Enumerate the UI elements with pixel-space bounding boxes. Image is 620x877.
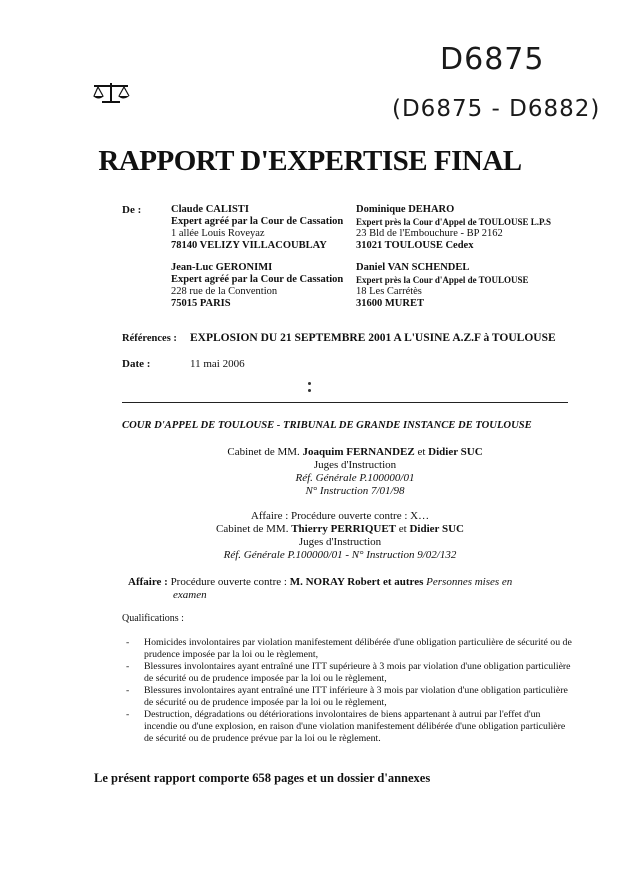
expert-block bbox=[356, 262, 576, 310]
court-heading: COUR D'APPEL DE TOULOUSE - TRIBUNAL DE GRANDE INSTANCE DE TOULOUSE bbox=[122, 420, 532, 431]
from-label: De : bbox=[122, 204, 142, 216]
list-item: - Blessures involontaires ayant entraîné une ITT inférieure à 3 mois par violation d'une obligation particulière de sécurité ou de prudence imposée par la loi ou le règlement, bbox=[122, 685, 574, 709]
list-item: - Blessures involontaires ayant entraîné une ITT supérieure à 3 mois par violation d'une obligation particulière de sécurité ou de prudence imposée par la loi ou le règlement, bbox=[122, 661, 574, 685]
cabinet-prefix: Cabinet de MM. bbox=[216, 523, 289, 535]
affaire-status: Personnes mises en bbox=[426, 576, 513, 588]
expert-address: 228 rue de la Convention bbox=[171, 286, 278, 297]
expert-role: Expert près la Cour d'Appel de TOULOUSE bbox=[356, 275, 529, 285]
qualifications-label: Qualifications : bbox=[122, 613, 184, 624]
report-summary: Le présent rapport comporte 658 pages et un dossier d'annexes bbox=[94, 771, 431, 785]
date-label: Date : bbox=[122, 358, 151, 370]
affaire-block bbox=[128, 576, 568, 602]
judge-name: Thierry PERRIQUET bbox=[291, 523, 397, 535]
expert-city: 78140 VELIZY VILLACOUBLAY bbox=[171, 240, 327, 251]
judges-role: Juges d'Instruction bbox=[298, 536, 382, 548]
expert-city: 31600 MURET bbox=[356, 298, 424, 309]
expert-address: 23 Bld de l'Embouchure - BP 2162 bbox=[356, 228, 503, 239]
expert-block bbox=[171, 204, 351, 252]
expert-role: Expert agréé par la Cour de Cassation bbox=[171, 216, 344, 227]
expert-city: 31021 TOULOUSE Cedex bbox=[356, 240, 474, 251]
cabinet-line bbox=[140, 523, 540, 536]
affaire-text: Procédure ouverte contre : bbox=[170, 576, 287, 588]
conjunction: et bbox=[417, 446, 426, 458]
expert-name: Claude CALISTI bbox=[171, 204, 249, 215]
page-title: RAPPORT D'EXPERTISE FINAL bbox=[98, 145, 522, 177]
judge-name: Joaquim FERNANDEZ bbox=[302, 446, 415, 458]
expert-address: 1 allée Louis Roveyaz bbox=[171, 228, 265, 239]
handwritten-number: D6875 bbox=[440, 42, 545, 77]
affaire-x: Affaire : Procédure ouverte contre : X… bbox=[250, 510, 430, 522]
scan-mark bbox=[308, 389, 311, 392]
expert-block bbox=[171, 262, 351, 310]
qualifications-list bbox=[122, 637, 574, 745]
divider bbox=[122, 402, 568, 403]
expert-name: Jean-Luc GERONIMI bbox=[171, 262, 273, 273]
date-value: 11 mai 2006 bbox=[190, 358, 245, 370]
judge-name: Didier SUC bbox=[409, 523, 464, 535]
cabinet-line bbox=[150, 446, 560, 459]
conjunction: et bbox=[398, 523, 407, 535]
scales-of-justice-icon bbox=[92, 82, 130, 104]
list-item: - Homicides involontaires par violation manifestement délibérée d'une obligation particulière de sécurité ou de prudence imposée par la loi ou le règlement, bbox=[122, 637, 574, 661]
expert-name: Dominique DEHARO bbox=[356, 204, 455, 215]
references-value: EXPLOSION DU 21 SEPTEMBRE 2001 A L'USINE A.Z.F à TOULOUSE bbox=[190, 332, 556, 344]
judges-role: Juges d'Instruction bbox=[313, 459, 397, 471]
expert-city: 75015 PARIS bbox=[171, 298, 231, 309]
handwritten-range: (D6875 - D6882) bbox=[392, 96, 601, 122]
expert-address: 18 Les Carrétès bbox=[356, 286, 422, 297]
general-reference: Réf. Générale P.100000/01 bbox=[295, 472, 415, 484]
affaire-label: Affaire : bbox=[128, 576, 168, 588]
expert-block bbox=[356, 204, 576, 252]
affaire-parties: M. NORAY Robert et autres bbox=[289, 576, 424, 588]
list-item: - Destruction, dégradations ou détériorations involontaires de biens appartenant à autrui par l'effet d'un incendie ou d'une explosion, en raison d'une violation manifestement délibérée d'une obligation particulière de sécurité ou de prudence prévue par la loi ou le règlement. bbox=[122, 709, 574, 745]
expert-role: Expert agréé par la Cour de Cassation bbox=[171, 274, 344, 285]
references-label: Références : bbox=[122, 333, 177, 344]
judge-name: Didier SUC bbox=[428, 446, 483, 458]
general-reference: Réf. Générale P.100000/01 - N° Instruction 9/02/132 bbox=[223, 549, 457, 561]
scan-mark bbox=[308, 382, 311, 385]
affaire-status-continued: examen bbox=[173, 589, 207, 601]
cabinet-prefix: Cabinet de MM. bbox=[227, 446, 300, 458]
cabinet-block-2 bbox=[140, 523, 540, 562]
instruction-number: N° Instruction 7/01/98 bbox=[305, 485, 405, 497]
cabinet-block-1 bbox=[150, 446, 560, 498]
expert-name: Daniel VAN SCHENDEL bbox=[356, 262, 470, 273]
expert-role: Expert près la Cour d'Appel de TOULOUSE L.P.S bbox=[356, 217, 551, 227]
